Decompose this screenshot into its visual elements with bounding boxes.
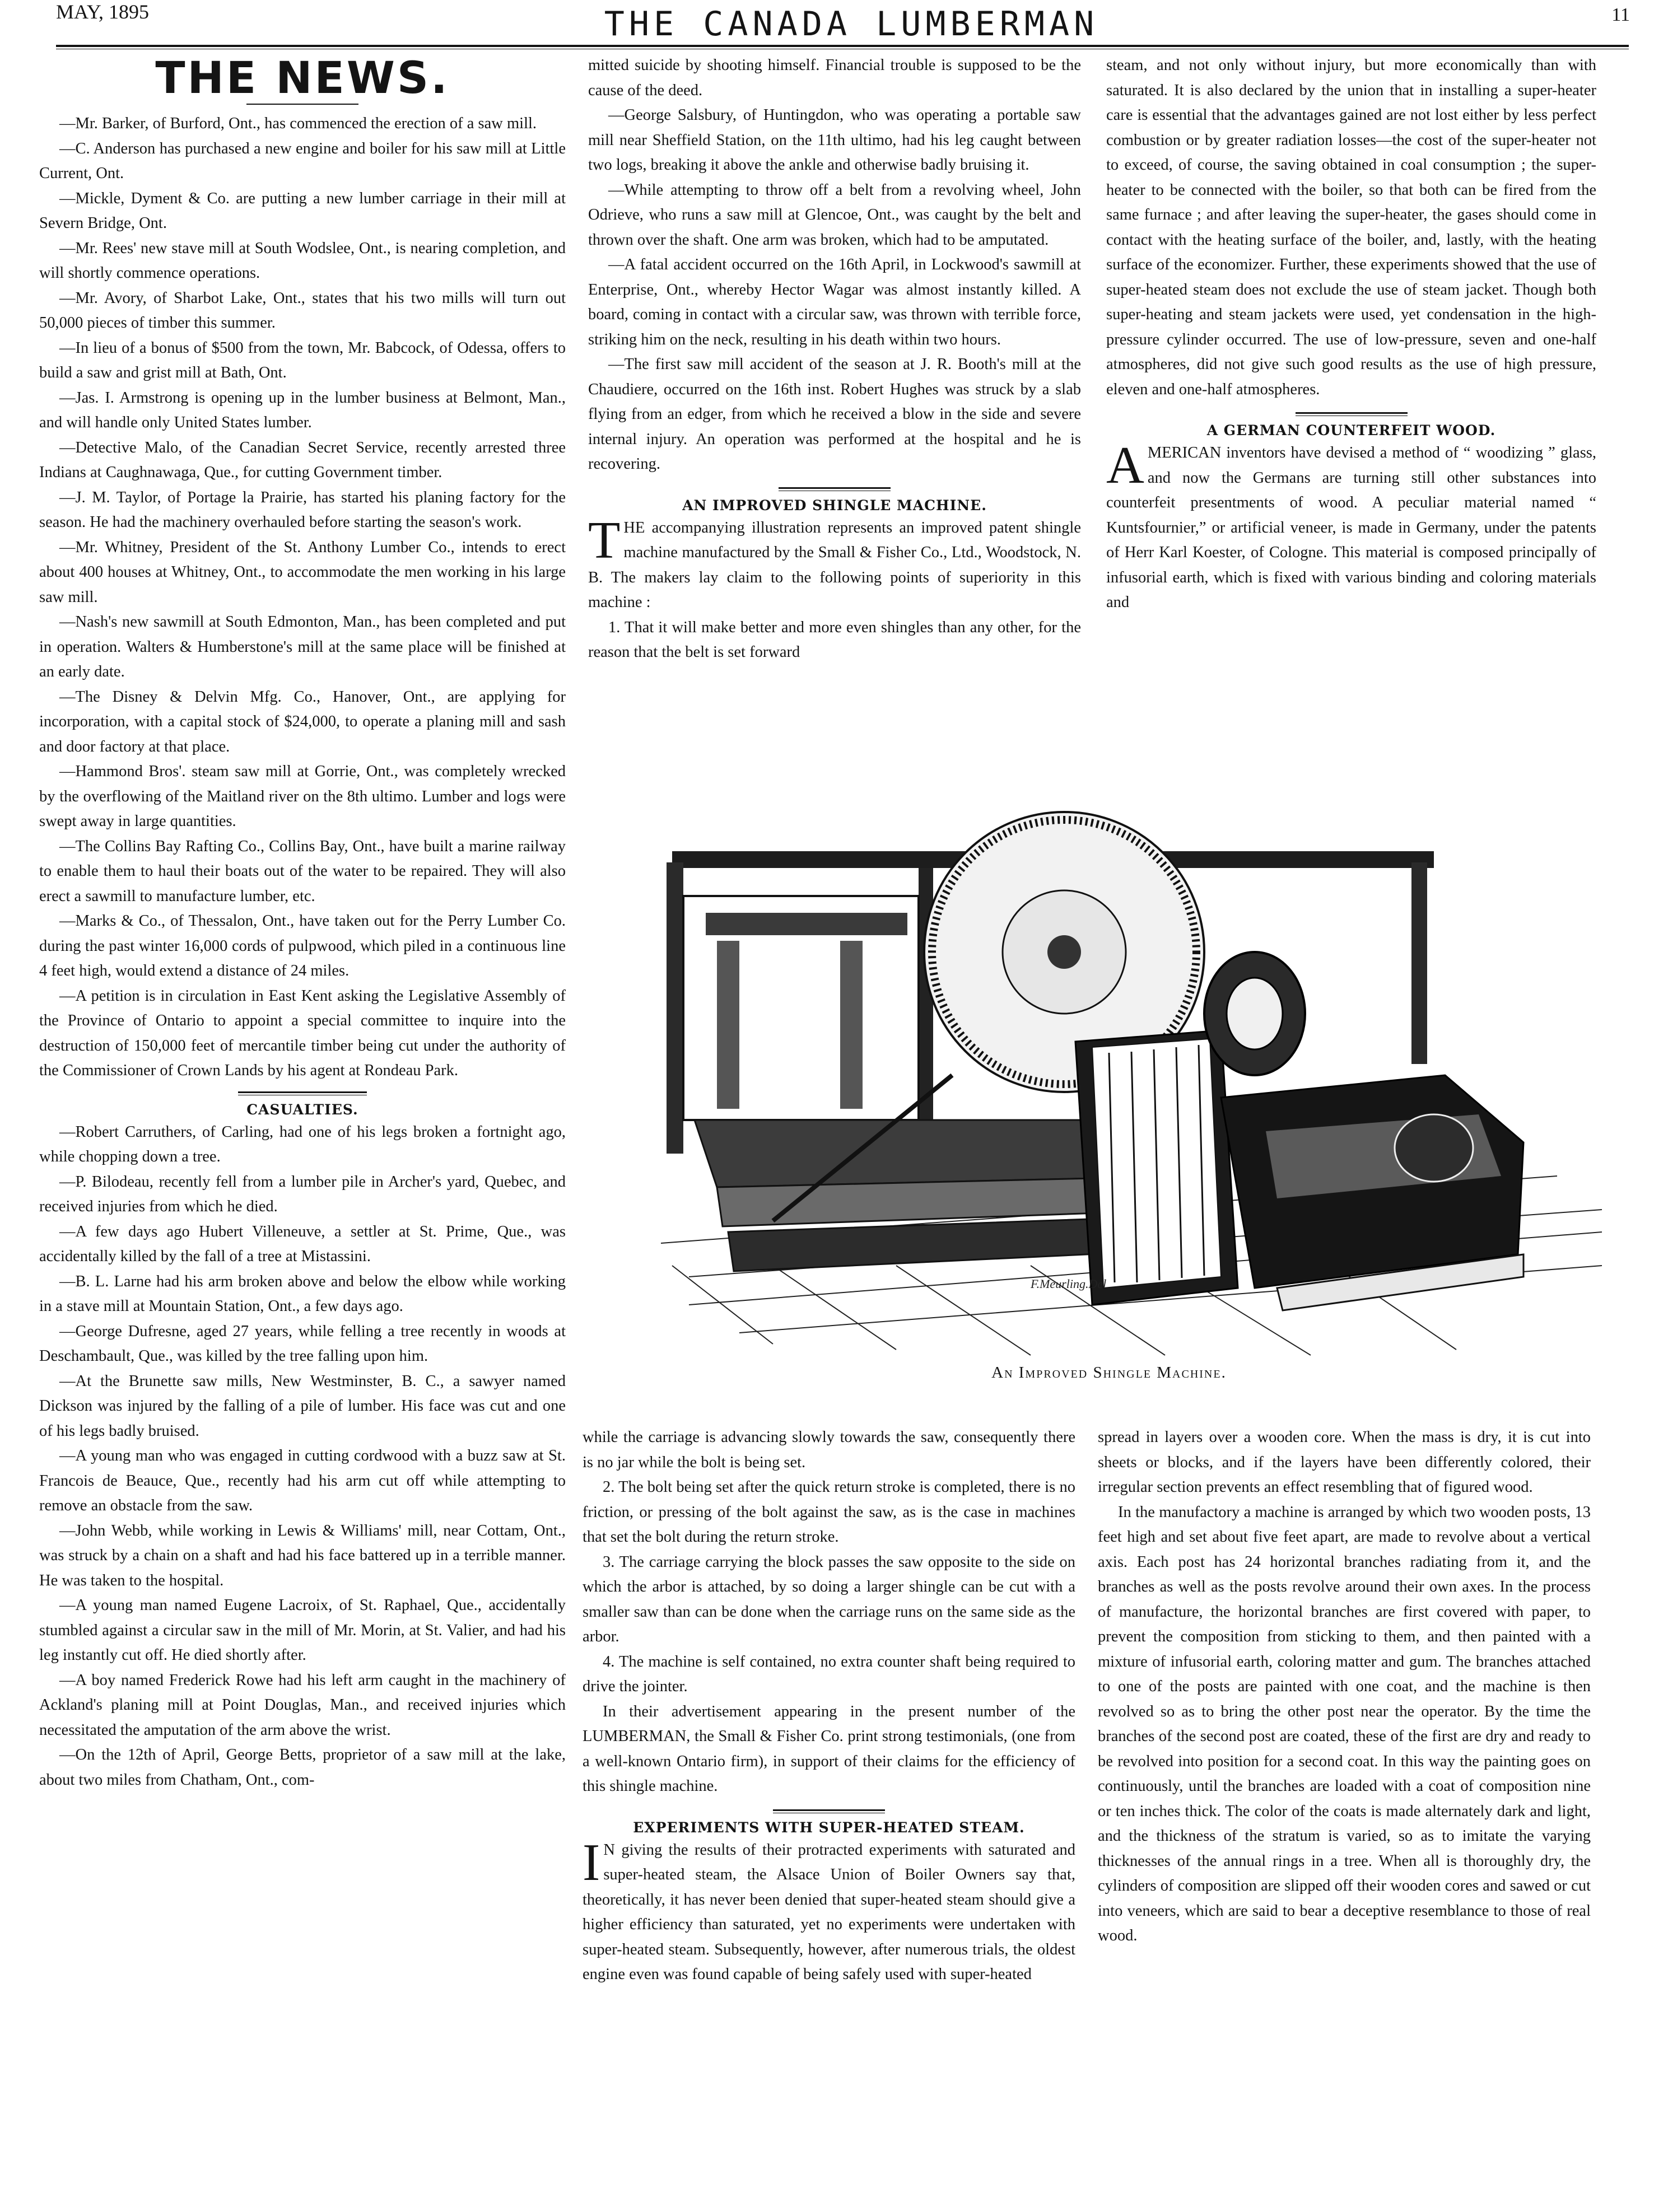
casualty-item: —The first saw mill accident of the season at J. R. Booth's mill at the Chaudiere, occurred on the 16th inst. Robert Hughes was struck by a slab flying from an edger, from which he received a blow in the side and severe internal injury. An operation was performed at the hospital and he is recovering. xyxy=(588,356,1081,473)
news-item: —A petition is in circulation in East Kent asking the Legislative Assembly of the Province of Ontario to appoint a special committee to inquire into the destruction of 150,000 feet of mercantile timber being cut under the authority of the Commissioner of Crown Lands by his agent at Rondeau Park. xyxy=(39,987,566,1079)
shingle-intro: THE accompanying illustration represents an improved patent shingle machine manufactured by the Small & Fisher Co., Ltd., Woodstock, N. B. The makers lay claim to the following points of superiority in this machine : xyxy=(588,511,1081,611)
counterfeit-dropcap: A xyxy=(1106,436,1144,494)
casualty-item: —On the 12th of April, George Betts, proprietor of a saw mill at the lake, about two miles from Chatham, Ont., com- xyxy=(39,1746,566,1789)
casualty-item: —P. Bilodeau, recently fell from a lumber pile in Archer's yard, Quebec, and received injuries from which he died. xyxy=(39,1173,566,1215)
column-shingle-continued xyxy=(583,1425,1075,1987)
column-counterfeit-continued xyxy=(1098,1425,1591,1949)
shingle-point-1: 1. That it will make better and more even shingles than any other, for the reason that the belt is set forward xyxy=(588,618,1081,661)
section-rule xyxy=(1296,412,1408,416)
casualty-item: —At the Brunette saw mills, New Westminster, B. C., a sawyer named Dickson was injured by the falling of a pile of lumber. His face was cut and one of his legs badly bruised. xyxy=(39,1372,566,1440)
casualty-item: —A young man named Eugene Lacroix, of St. Raphael, Que., accidentally stumbled against a circular saw in the mill of Mr. Morin, at St. Valier, and had his leg instantly cut off. He died shortly after. xyxy=(39,1597,566,1664)
casualty-item: —A few days ago Hubert Villeneuve, a settler at St. Prime, Que., was accidentally killed by the fall of a tree at Mistassini. xyxy=(39,1222,566,1265)
column-steam xyxy=(1106,53,1596,615)
casualty-item: —B. L. Larne had his arm broken above and below the elbow while working in a stave mill at Mountain Station, Ont., a few days ago. xyxy=(39,1272,566,1315)
page-number: 11 xyxy=(1611,4,1630,25)
shingle-machine-engraving xyxy=(605,784,1619,1361)
news-item: —Detective Malo, of the Canadian Secret Service, recently arrested three Indians at Caughnawaga, Que., for cutting Government timber. xyxy=(39,438,566,481)
counterfeit-intro: AMERICAN inventors have devised a method of “ woodizing ” glass, and now the Germans are turning still other substances into counterfeit presentments of wood. A peculiar material named “ Kuntsfournier,” or artificial veneer, is made in Germany, under the patents of Herr Karl Koester, of Cologne. This material is composed principally of infusorial earth, which is fixed with various binding and coloring materials and xyxy=(1106,436,1596,611)
engraver-signature: F.Meurling.Del xyxy=(1031,1277,1107,1291)
counterfeit-continued: spread in layers over a wooden core. When the mass is dry, it is cut into sheets or blocks, and if the layers have been differently colored, their irregular section prevents an effect resembling that of figured wood. xyxy=(1098,1429,1591,1496)
shingle-heading: AN IMPROVED SHINGLE MACHINE. xyxy=(682,497,987,514)
shingle-machine-illustration xyxy=(605,784,1619,1361)
news-item: —Mr. Whitney, President of the St. Anthony Lumber Co., intends to erect about 400 houses at Whitney, Ont., to accommodate the men working in his large saw mill. xyxy=(39,538,566,606)
masthead-rule xyxy=(56,45,1629,49)
column-news xyxy=(39,53,566,1793)
shingle-point-4: 4. The machine is self contained, no extra counter shaft being required to drive the jointer. xyxy=(583,1653,1075,1695)
figure-caption: An Improved Shingle Machine. xyxy=(991,1364,1227,1382)
news-item: —Mickle, Dyment & Co. are putting a new lumber carriage in their mill at Severn Bridge, Ont. xyxy=(39,189,566,232)
casualty-item: —Robert Carruthers, of Carling, had one of his legs broken a fortnight ago, while chopping down a tree. xyxy=(39,1123,566,1165)
news-item: —J. M. Taylor, of Portage la Prairie, has started his planing factory for the season. He had the machinery overhauled before starting the season's work. xyxy=(39,488,566,531)
casualties-heading: CASUALTIES. xyxy=(246,1101,358,1118)
steam-heading: EXPERIMENTS WITH SUPER-HEATED STEAM. xyxy=(633,1819,1025,1836)
steam-intro: I N giving the results of their protracted experiments with saturated and super-heated steam, the Alsace Union of Boiler Owners say that, theoretically, it has never been denied that super-heated steam should give a higher efficiency than saturated, yet no experiments were undertaken with super-heated steam. Subsequently, however, after numerous trials, the oldest engine even was found capable of being safely used with super-heated xyxy=(583,1833,1075,1983)
news-item: —The Disney & Delvin Mfg. Co., Hanover, Ont., are applying for incorporation, with a capital stock of $24,000, to operate a planing mill and sash and door factory at that place. xyxy=(39,688,566,755)
shingle-point-3: 3. The carriage carrying the block passes the saw opposite to the side on which the arbor is attached, by so doing a larger shingle can be cut with a smaller saw than can be done when the carriage runs on the same side as the arbor. xyxy=(583,1553,1075,1645)
casualty-item: —While attempting to throw off a belt from a revolving wheel, John Odrieve, who runs a saw mill at Glencoe, Ont., was caught by the belt and thrown over the shaft. One arm was broken, which had to be amputated. xyxy=(588,181,1081,249)
counterfeit-heading: A GERMAN COUNTERFEIT WOOD. xyxy=(1206,422,1496,438)
news-item: —Nash's new sawmill at South Edmonton, Man., has been completed and put in operation. Walters & Humberstone's mill at the same place will be finished at an early date. xyxy=(39,613,566,680)
steam-continued: steam, and not only without injury, but more economically than with saturated. It is also declared by the union that in installing a super-heater care is essential that the advantages gained are not lost either by less perfect combustion or by greater radiation losses—the cost of the super-heater not to exceed, of course, the saving obtained in coal consumption ; the super-heater to be connected with the boiler, so that both can be fired from the same furnace ; and after leaving the super-heater, the gases should come in contact with the heating surface of the boiler, and, lastly, with the heating surface of the economizer. Further, these experiments showed that the use of super-heated steam does not exclude the use of steam jacket. Though both super-heating and steam jackets were used, yet condensation in the high-pressure cylinder occurred. The use of low-pressure, seven and one-half atmospheres, did not give such good results as the use of high pressure, eleven and one-half atmospheres. xyxy=(1106,57,1596,398)
column-casualties-continued xyxy=(588,53,1081,665)
news-item: —Mr. Rees' new stave mill at South Wodslee, Ont., is nearing completion, and will shortly commence operations. xyxy=(39,239,566,282)
news-heading: THE NEWS. xyxy=(155,53,450,104)
casualty-item: —A young man who was engaged in cutting cordwood with a buzz saw at St. Francois de Beauce, Que., recently had his arm cut off while attempting to remove an obstacle from the saw. xyxy=(39,1447,566,1514)
casualty-item: —John Webb, while working in Lewis & Williams' mill, near Cottam, Ont., was struck by a chain on a shaft and had his face battered up in a terrible manner. He was taken to the hospital. xyxy=(39,1522,566,1589)
news-item: —Jas. I. Armstrong is opening up in the lumber business at Belmont, Man., and will handle only United States lumber. xyxy=(39,389,566,431)
news-item: —The Collins Bay Rafting Co., Collins Bay, Ont., have built a marine railway to enable them to haul their boats out of the water to be repaired. They will also erect a sawmill to manufacture lumber, etc. xyxy=(39,837,566,905)
casualty-item: —George Dufresne, aged 27 years, while felling a tree recently in woods at Deschambault, Que., was killed by the tree falling upon him. xyxy=(39,1322,566,1365)
steam-dropcap: I xyxy=(583,1833,600,1892)
shingle-point-1-continued: while the carriage is advancing slowly towards the saw, consequently there is no jar while the bolt is being set. xyxy=(583,1429,1075,1471)
section-rule xyxy=(238,1091,367,1095)
news-rule xyxy=(246,104,358,105)
news-item: —Marks & Co., of Thessalon, Ont., have taken out for the Perry Lumber Co. during the past winter 16,000 cords of pulpwood, which piled in a continuous line 4 feet high, would extend a distance of 24 miles. xyxy=(39,912,566,979)
shingle-dropcap: T xyxy=(588,511,621,570)
shingle-point-2: 2. The bolt being set after the quick return stroke is completed, there is no friction, or pressing of the bolt against the saw, as is the case in machines that set the bolt during the return stroke. xyxy=(583,1478,1075,1546)
section-rule xyxy=(779,487,891,491)
issue-date: MAY, 1895 xyxy=(56,1,150,23)
counterfeit-manufactory: In the manufactory a machine is arranged by which two wooden posts, 13 feet high and set about five feet apart, are made to revolve about a vertical axis. Each post has 24 horizontal branches radiating from it, and the branches as well as the posts revolve around their own axes. In the process of manufacture, the horizontal branches are first covered with paper, to prevent the composition from sticking to them, and then painted with a mixture of infusorial earth, coloring matter and gum. The branches attached to one of the posts are painted with one coat, and the machine is then revolved so as to bring the other post near the operator. By the time the branches of the second post are coated, these of the first are dry and ready to be revolved into position for a second coat. In this way the painting goes on continuously, until the branches are loaded with a coat of composition nine or ten inches thick. The color of the coats is made alternately dark and light, and the thickness of the stratum is varied, so as to imitate the varying thicknesses of the annual rings in a tree. When all is thoroughly dry, the cylinders of composition are slipped off their wooden cores and sawed or cut into veneers, which are said to bear a deceptive resemblance to those of real wood. xyxy=(1098,1503,1591,1944)
newspaper-title: THE CANADA LUMBERMAN xyxy=(604,4,1099,44)
casualty-item: —A boy named Frederick Rowe had his left arm caught in the machinery of Ackland's planing mill at Point Douglas, Man., and received injuries which necessitated the amputation of the arm above the wrist. xyxy=(39,1671,566,1739)
casualty-item: —George Salsbury, of Huntingdon, who was operating a portable saw mill near Sheffield Station, on the 11th ultimo, had his leg caught between two logs, breaking it above the ankle and otherwise badly bruising it. xyxy=(588,106,1081,174)
casualty-item: —A fatal accident occurred on the 16th April, in Lockwood's sawmill at Enterprise, Ont., whereby Hector Wagar was almost instantly killed. A board, coming in contact with a circular saw, was thrown with terrible force, striking him on the neck, resulting in his death within two hours. xyxy=(588,256,1081,348)
news-item: —Mr. Barker, of Burford, Ont., has commenced the erection of a saw mill. xyxy=(59,115,537,132)
news-item: —C. Anderson has purchased a new engine and boiler for his saw mill at Little Current, Ont. xyxy=(39,139,566,182)
news-item: —In lieu of a bonus of $500 from the town, Mr. Babcock, of Odessa, offers to build a saw and grist mill at Bath, Ont. xyxy=(39,339,566,381)
news-item: —Mr. Avory, of Sharbot Lake, Ont., states that his two mills will turn out 50,000 pieces of timber this summer. xyxy=(39,289,566,332)
section-rule xyxy=(773,1809,885,1813)
casualty-continued: mitted suicide by shooting himself. Financial trouble is supposed to be the cause of the deed. xyxy=(588,57,1081,99)
shingle-closing: In their advertisement appearing in the present number of the LUMBERMAN, the Small & Fisher Co. print strong testimonials, (one from a well-known Ontario firm), in support of their claims for the efficiency of this shingle machine. xyxy=(583,1702,1075,1795)
news-item: —Hammond Bros'. steam saw mill at Gorrie, Ont., was completely wrecked by the overflowing of the Maitland river on the 8th ultimo. Lumber and logs were swept away in large quantities. xyxy=(39,763,566,830)
